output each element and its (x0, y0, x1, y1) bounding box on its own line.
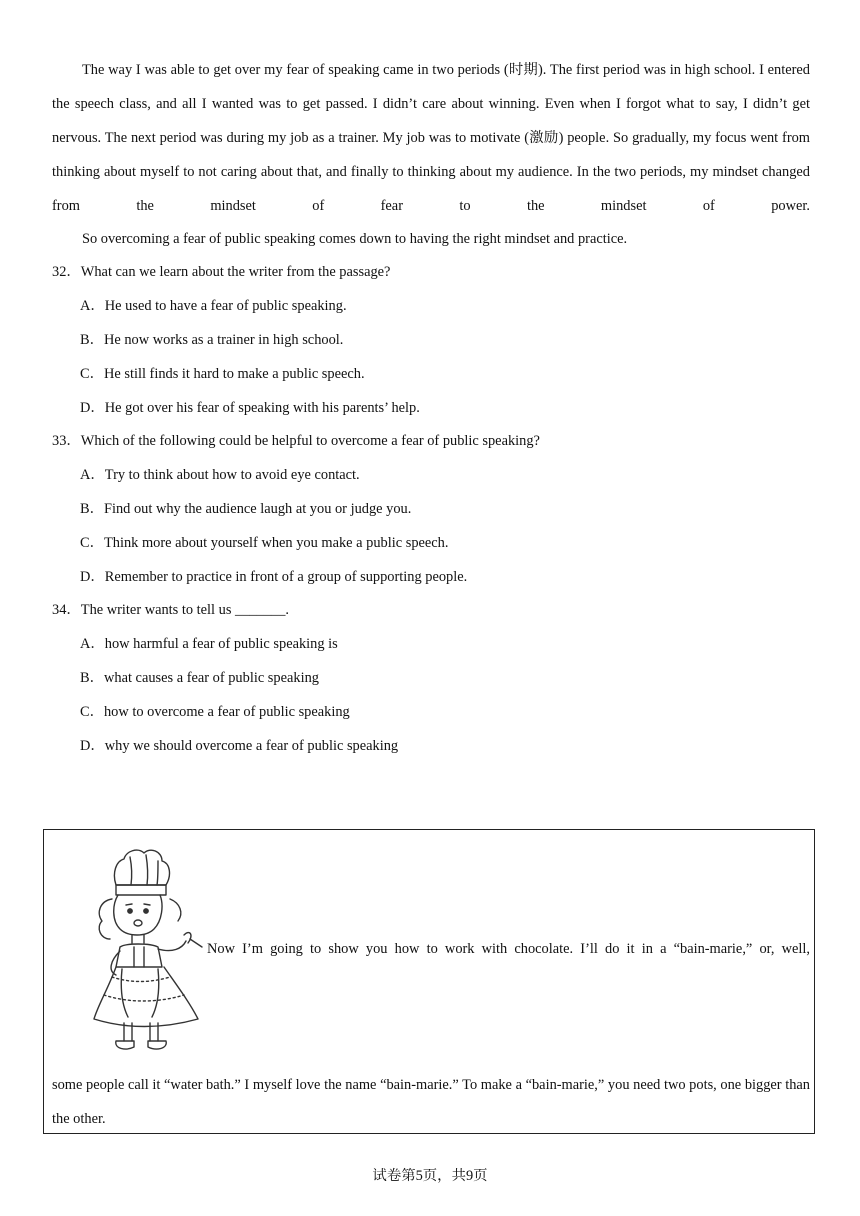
question-33-option-d: D．Remember to practice in front of a group of supporting people. (80, 569, 468, 585)
reading-box-line-1: Now I’m going to show you how to work with chocolate. I’ll do it in a “bain-marie,” or, well, (207, 941, 810, 957)
question-32-option-d: D．He got over his fear of speaking with his parents’ help. (80, 400, 420, 416)
question-34-option-a: A．how harmful a fear of public speaking is (80, 636, 338, 652)
chef-girl-illustration (86, 843, 208, 1055)
question-33-option-c: C．Think more about yourself when you make a public speech. (80, 535, 449, 551)
question-34-option-c: C．how to overcome a fear of public speaking (80, 704, 350, 720)
page-footer: 试卷第5页，共9页 (372, 1168, 488, 1184)
question-33-option-b: B．Find out why the audience laugh at you or judge you. (80, 501, 412, 517)
question-32-option-b: B．He now works as a trainer in high school. (80, 332, 344, 348)
passage-paragraph-2: So overcoming a fear of public speaking comes down to having the right mindset and practice. (82, 231, 628, 247)
question-32-stem: 32．What can we learn about the writer from the passage? (52, 264, 391, 280)
question-34-option-d: D．why we should overcome a fear of public speaking (80, 738, 399, 754)
question-34-stem: 34．The writer wants to tell us _______. (52, 602, 290, 618)
question-32-option-c: C．He still finds it hard to make a public speech. (80, 366, 365, 382)
passage-paragraph-1: The way I was able to get over my fear of speaking came in two periods (时期). The first period was in high school. I entered the speech class, and all I wanted was to get passed. I didn’t care about winning. Even when I forgot what to say, I didn’t get nervous. The next period was during my job as a trainer. My job was to motivate (激励) people. So gradually, my focus went from thinking about myself to not caring about that, and finally to thinking about my audience. In the two periods, my mindset changed from the mindset of fear to the mindset of power. (52, 62, 810, 214)
question-34-option-b: B．what causes a fear of public speaking (80, 670, 319, 686)
question-33-stem: 33．Which of the following could be helpful to overcome a fear of public speaking? (52, 433, 540, 449)
reading-box-line-2: some people call it “water bath.” I myself love the name “bain-marie.” To make a “bain-marie,” you need two pots, one bigger than the other. (52, 1077, 810, 1127)
question-33-option-a: A．Try to think about how to avoid eye contact. (80, 467, 360, 483)
question-32-option-a: A．He used to have a fear of public speaking. (80, 298, 347, 314)
